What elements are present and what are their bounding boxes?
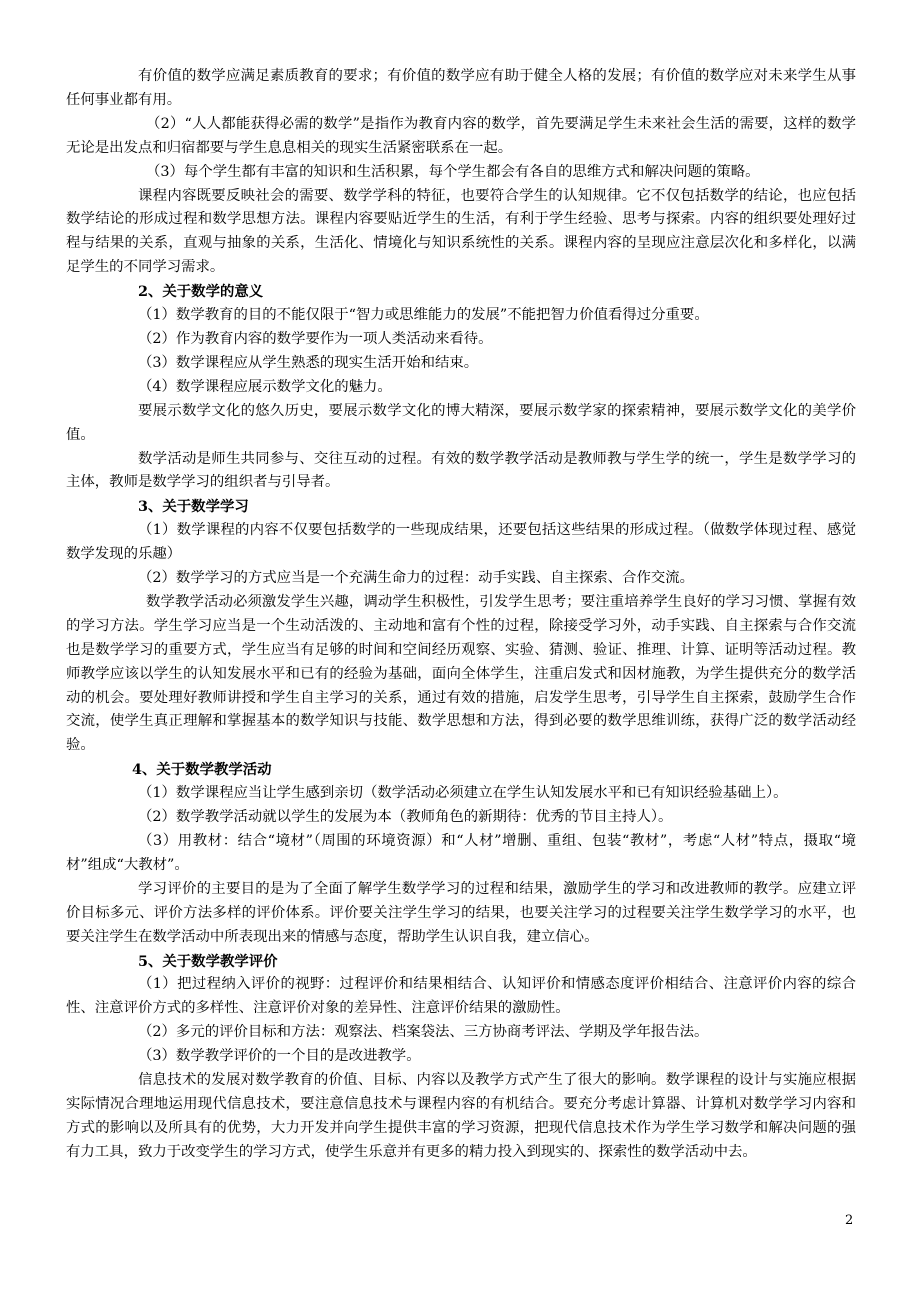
paragraph: 有价值的数学应满足素质教育的要求；有价值的数学应有助于健全人格的发展；有价值的数学应对未来学生从事任何事业都有用。 — [66, 68, 856, 108]
paragraph: 要展示数学文化的悠久历史，要展示数学文化的博大精深，要展示数学家的探索精神，要展示数学文化的美学价值。 — [66, 402, 856, 443]
paragraph: 学习评价的主要目的是为了全面了解学生数学学习的过程和结果，激励学生的学习和改进教师的教学。应建立评价目标多元、评价方法多样的评价体系。评价要关注学生学习的结果，也要关注学习的过程要关注学生数学学习的水平，也要关注学生在数学活动中所表现出来的情感与态度，帮助学生认识自我，建立信心。 — [66, 880, 856, 945]
paragraph: （1）把过程纳入评价的视野：过程评价和结果相结合、认知评价和情感态度评价相结合、注意评价内容的综合性、注意评价方式的多样性、注意评价对象的差异性、注意评价结果的激励性。 — [66, 976, 856, 1017]
section-heading: 2、关于数学的意义 — [138, 283, 264, 301]
paragraph: （2）数学学习的方式应当是一个充满生命力的过程：动手实践、自主探索、合作交流。 — [138, 570, 695, 587]
paragraph: 课程内容既要反映社会的需要、数学学科的特征，也要符合学生的认知规律。它不仅包括数学的结论，也应包括数学结论的形成过程和数学思想方法。课程内容要贴近学生的生活，有利于学生经验、思考与探索。内容的组织要处理好过程与结果的关系，直观与抽象的关系，生活化、情境化与知识系统性的关系。课程内容的呈现应注意层次化和多样化，以满足学生的不同学习需求。 — [66, 187, 856, 276]
paragraph: （2）多元的评价目标和方法：观察法、档案袋法、三方协商考评法、学期及学年报告法。 — [138, 1024, 709, 1041]
paragraph: （3）用教材：结合“境材”（周围的环境资源）和“人材”增删、重组、包装“教材”，考虑“人材”特点，摄取“境材”组成“大教材”。 — [66, 833, 856, 873]
paragraph: （1）数学教育的目的不能仅限于“智力或思维能力的发展”不能把智力价值看得过分重要。 — [138, 307, 709, 324]
section-heading: 4、关于数学教学活动 — [132, 761, 272, 779]
paragraph: 数学活动是师生共同参与、交往互动的过程。有效的数学教学活动是教师教与学生学的统一，学生是数学学习的主体，教师是数学学习的组织者与引导者。 — [66, 450, 856, 491]
paragraph: （2）数学教学活动就以学生的发展为本（教师角色的新期待：优秀的节目主持人）。 — [138, 809, 673, 826]
paragraph: 信息技术的发展对数学教育的价值、目标、内容以及教学方式产生了很大的影响。数学课程的设计与实施应根据实际情况合理地运用现代信息技术，要注意信息技术与课程内容的有机结合。要充分考虑计算器、计算机对数学学习内容和方式的影响以及所具有的优势，大力开发并向学生提供丰富的学习资源，把现代信息技术作为学生学习数学和解决问题的强有力工具，致力于改变学生的学习方式，使学生乐意并有更多的精力投入到现实的、探索性的数学活动中去。 — [66, 1072, 856, 1160]
paragraph: （3）数学教学评价的一个目的是改进教学。 — [138, 1048, 421, 1065]
paragraph: （3）数学课程应从学生熟悉的现实生活开始和结束。 — [138, 354, 479, 371]
paragraph: （3）每个学生都有丰富的知识和生活积累，每个学生都会有各自的思维方式和解决问题的策略。 — [146, 163, 760, 180]
paragraph: （4）数学课程应展示数学文化的魅力。 — [138, 378, 392, 395]
document-body — [66, 65, 856, 1165]
page-number: 2 — [845, 1213, 854, 1228]
paragraph: （2）“人人都能获得必需的数学”是指作为教育内容的数学，首先要满足学生未来社会生活的需要，这样的数学无论是出发点和归宿都要与学生息息相关的现实生活紧密联系在一起。 — [66, 115, 856, 156]
paragraph: 数学教学活动必须激发学生兴趣，调动学生积极性，引发学生思考；要注重培养学生良好的学习习惯、掌握有效的学习方法。学生学习应当是一个生动活泼的、主动地和富有个性的过程，除接受学习外，动手实践、自主探索与合作交流也是数学学习的重要方式，学生应当有足够的时间和空间经历观察、实验、猜测、验证、推理、计算、证明等活动过程。教师教学应该以学生的认知发展水平和已有的经验为基础，面向全体学生，注重启发式和因材施教，为学生提供充分的数学活动的机会。要处理好教师讲授和学生自主学习的关系，通过有效的措施，启发学生思考，引导学生自主探索，鼓励学生合作交流，使学生真正理解和掌握基本的数学知识与技能、数学思想和方法，得到必要的数学思维训练，获得广泛的数学活动经验。 — [66, 593, 856, 754]
paragraph: （1）数学课程的内容不仅要包括数学的一些现成结果，还要包括这些结果的形成过程。（做数学体现过程、感觉数学发现的乐趣） — [66, 522, 856, 563]
section-heading: 3、关于数学学习 — [138, 498, 249, 516]
section-heading: 5、关于数学教学评价 — [138, 952, 278, 970]
paragraph: （2）作为教育内容的数学要作为一项人类活动来看待。 — [138, 330, 493, 347]
paragraph: （1）数学课程应当让学生感到亲切（数学活动必须建立在学生认知发展水平和已有知识经验基础上）。 — [138, 785, 788, 802]
